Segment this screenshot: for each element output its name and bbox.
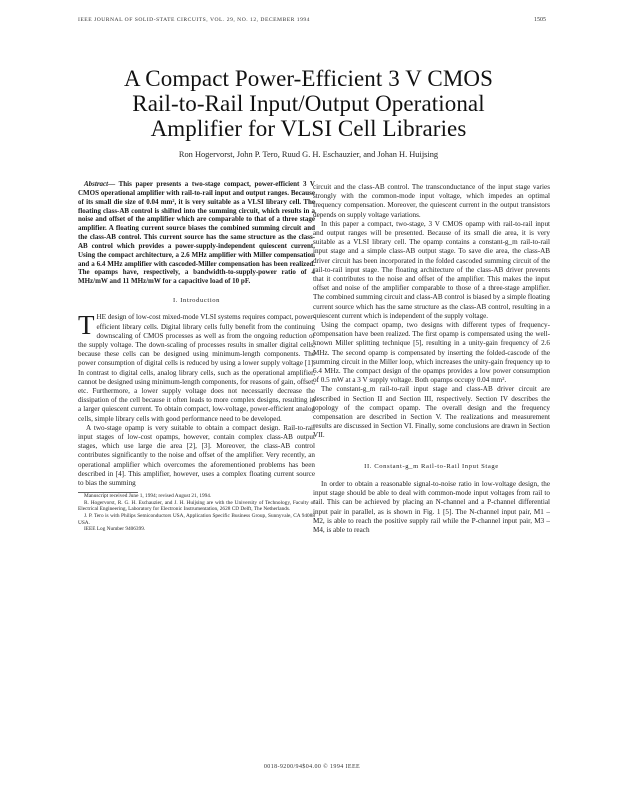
title-line-1: A Compact Power-Efficient 3 V CMOS <box>123 66 493 91</box>
abstract <box>78 180 315 286</box>
title-line-2: Rail-to-Rail Input/Output Operational <box>132 91 485 116</box>
page-number: 1505 <box>534 17 546 23</box>
right-paragraph-1: circuit and the class-AB control. The transconductance of the input stage varies strongly with the common-mode input voltage, which impedes an optimal frequency compensation. Moreover, the quiescent current in the output transistors depends on supply voltage variations. <box>313 183 550 219</box>
running-head: IEEE JOURNAL OF SOLID-STATE CIRCUITS, VOL. 29, NO. 12, DECEMBER 1994 <box>78 17 310 23</box>
copyright-code: 0018-9200/94$04.00 © 1994 IEEE <box>263 764 361 770</box>
footnote-log-number: IEEE Log Number 9406399. <box>84 526 146 533</box>
right-paragraph-4: The constant-g_m rail-to-rail input stage and class-AB driver circuit are described in Section II and Section III, respectively. Section IV describes the topology of the compact opamp. The overall design and the frequency compensation are described in Section V. The realizations and measurement results are discussed in Section VI. Finally, some conclusions are drawn in Section VII. <box>313 385 550 440</box>
title-line-3: Amplifier for VLSI Cell Libraries <box>150 116 467 141</box>
intro-paragraph-1-text: HE design of low-cost mixed-mode VLSI systems requires compact, power-efficient library cells. Digital library cells fully benefit from the continuing downscaling of CMOS processes as well as from the ongoing reduction of the supply voltage. The down-scaling of processes results in smaller digital cells, because these cells can be designed using minimum-length components. The power consumption of digital cells is reduced by using a lower supply voltage [1]. In contrast to digital cells, analog library cells, such as the operational amplifier, cannot be designed using minimum-length components, for reasons of gain, offset, etc. Furthermore, a lower supply voltage does not necessarily decrease the dissipation of the cell because it often leads to more complex designs, resulting in a larger quiescent current. To obtain compact, low-voltage, power-efficient analog cells, simple library cells with good performance need to be developed. <box>78 313 315 423</box>
section-heading-input-stage: II. Constant-g_m Rail-to-Rail Input Stage <box>364 462 499 470</box>
author-list: Ron Hogervorst, John P. Tero, Ruud G. H. Eschauzier, and Johan H. Huijsing <box>178 150 439 159</box>
introduction-body <box>78 310 315 488</box>
section-heading-introduction: I. Introduction <box>172 297 221 305</box>
abstract-text: — This paper presents a two-stage compact, power-efficient 3 V CMOS operational amplifier with rail-to-rail input and output ranges. Because of its small die size of 0.04 mm², it is very suitable as a VLSI library cell. The floating class-AB control is shifted into the summing circuit, which results in a noise and offset of the amplifier which are comparable to that of a three stage amplifier. A floating current source biases the combined summing circuit and the class-AB control. This current source has the same structure as the class-AB control which provides a power-supply-independent quiescent current. Using the compact architecture, a 2.6 MHz amplifier with Miller compensation and a 6.4 MHz amplifier with cascoded-Miller compensation has been realized. The opamps have, respectively, a bandwidth-to-supply-power ratio of 4 MHz/mW and 11 MHz/mW for a capacitive load of 10 pF. <box>78 180 315 286</box>
footnote-received: Manuscript received June 1, 1994; revised August 21, 1994. <box>84 493 212 500</box>
right-column <box>313 183 550 535</box>
left-column <box>78 180 315 533</box>
intro-paragraph-1 <box>78 310 315 423</box>
right-paragraph-3: Using the compact opamp, two designs with different types of frequency-compensation have been realized. The first opamp is compensated using the well-known Miller splitting technique [5], resulting in a unity-gain frequency of 2.6 MHz. The second opamp is compensated by inserting the folded-cascode of the summing circuit in the Miller loop, which increases the unity-gain frequency up to 6.4 MHz. The compact design of the opamps provides a low power consumption of 0.5 mW at a 3 V supply voltage. Both opamps occupy 0.04 mm². <box>313 321 550 385</box>
intro-paragraph-2: A two-stage opamp is very suitable to obtain a compact design. Rail-to-rail input stages of low-cost opamps, however, contain complex class-AB output stages, which use large die area [2], [3]. Moreover, the class-AB control contributes significantly to the noise and offset of the amplifier. Very recently, an operational amplifier which overcomes the aforementioned problems has been described in [4]. This amplifier, however, uses a complex floating current source to bias the summing <box>78 423 315 487</box>
abstract-label: Abstract <box>84 180 109 188</box>
footnote-affiliation-philips: J. P. Tero is with Philips Semiconductors USA, Application Specific Business Group, Sunnyvale, CA 94088 USA. <box>78 512 315 526</box>
right-paragraph-2: In this paper a compact, two-stage, 3 V CMOS opamp with rail-to-rail input and output ranges will be presented. Because of its small die area, it is very suitable as a VLSI library cell. The opamp contains a constant-g_m rail-to-rail input stage and a simple class-AB output stage. To save die area, the class-AB driver circuit has been incorporated in the folded cascoded summing circuit of the rail-to-rail input stage. The floating architecture of the class-AB driver prevents that it contributes to the noise and offset of the amplifier. This makes the input offset and noise of the amplifier comparable to those of a three-stage amplifier. The combined summing circuit and class-AB control is biased by a simple floating current source which has the same structure as the class-AB control, resulting in a quiescent current which is independent of the supply voltage. <box>313 219 550 320</box>
right-paragraph-5: In order to obtain a reasonable signal-to-noise ratio in low-voltage design, the input stage should be able to deal with common-mode input voltages from rail to rail. This can be achieved by placing an N-channel and a P-channel differential input pair in parallel, as is shown in Fig. 1 [5]. The N-channel input pair, M1 – M2, is able to reach the positive supply rail while the P-channel input pair, M3 – M4, is able to reach <box>313 479 550 534</box>
footnote-affiliation-delft: R. Hogervorst, R. G. H. Eschauzier, and J. H. Huijsing are with the University of Technology, Faculty of Electrical Engineering, Laboratory for Electronic Instrumentation, 2628 CD Delft, The Netherlands. <box>78 499 315 513</box>
paper-title <box>60 66 557 141</box>
footnotes <box>78 493 315 533</box>
drop-cap: T <box>78 310 95 341</box>
